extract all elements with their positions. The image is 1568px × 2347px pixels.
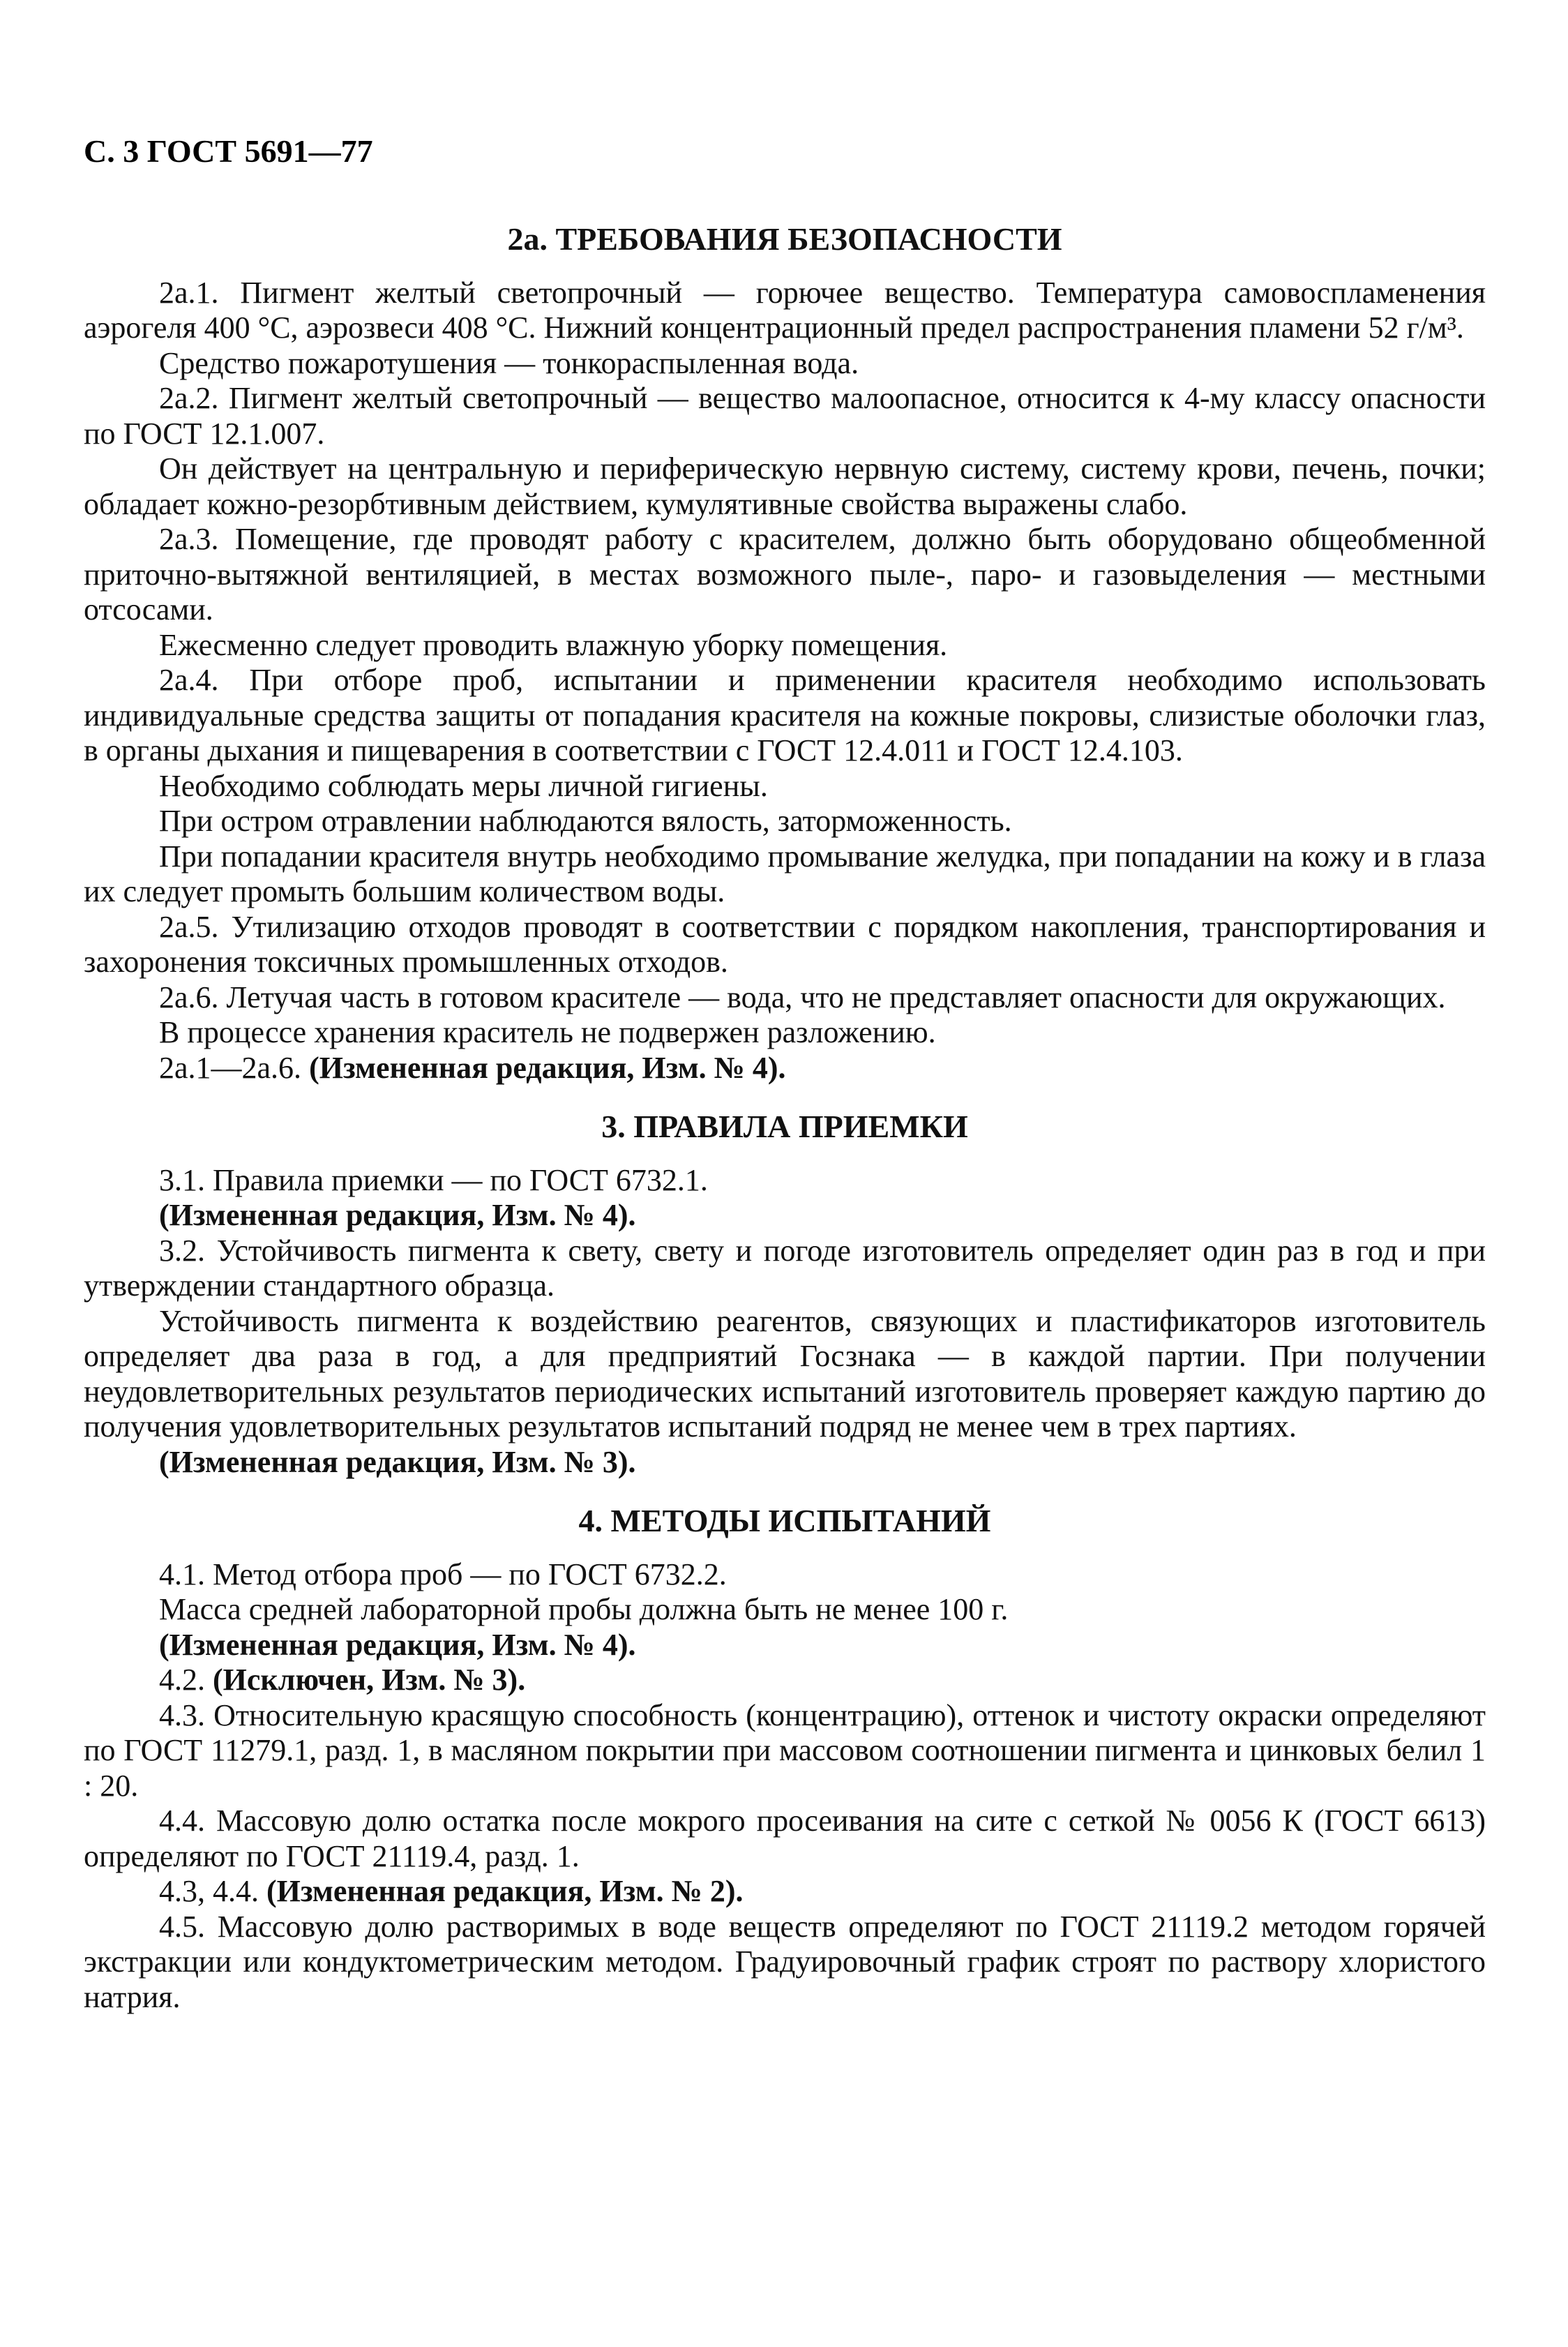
paragraph-4-2-prefix: 4.2. xyxy=(159,1663,213,1697)
paragraph-4-2-excluded: (Исключен, Изм. № 3). xyxy=(213,1663,526,1697)
amendment-label: (Измененная редакция, Изм. № 2). xyxy=(266,1874,744,1908)
paragraph-4-5: 4.5. Массовую долю растворимых в воде веществ определяют по ГОСТ 21119.2 методом горячей экстракции или кондуктометрическим методом. Градуировочный график строят по раствору хлористого натрия. xyxy=(84,1909,1486,2014)
page-header: С. 3 ГОСТ 5691—77 xyxy=(84,133,373,169)
paragraph-2a3: 2а.3. Помещение, где проводят работу с красителем, должно быть оборудовано общеобменной приточно-вытяжной вентиляцией, в местах возможного пыле-, паро- и газовыделения — местными отсосами. xyxy=(84,522,1486,627)
paragraph-cleaning: Ежесменно следует проводить влажную уборку помещения. xyxy=(159,627,948,662)
amendment-note-3-2: (Измененная редакция, Изм. № 3). xyxy=(159,1444,636,1479)
paragraph-effects: Он действует на центральную и периферическую нервную систему, систему крови, печень, почки; обладает кожно-резорбтивным действием, кумулятивные свойства выражены слабо. xyxy=(84,451,1486,521)
paragraph-2a4: 2а.4. При отборе проб, испытании и применении красителя необходимо использовать индивидуальные средства защиты от попадания красителя на кожные покровы, слизистые оболочки глаз, в органы дыхания и пищеварения в соответствии с ГОСТ 12.4.011 и ГОСТ 12.4.103. xyxy=(84,663,1486,767)
paragraph-2a6: 2а.6. Летучая часть в готовом красителе — вода, что не представляет опасности для окружающих. xyxy=(159,980,1446,1014)
paragraph-3-2-cont: Устойчивость пигмента к воздействию реагентов, связующих и пластификаторов изготовитель определяет два раза в год, а для предприятий Госзнака — в каждой партии. При получении неудовлетворительных результатов периодических испытаний изготовитель проверяет каждую партию до получения удовлетворительных результатов испытаний подряд не менее чем в трех партиях. xyxy=(84,1303,1486,1444)
amendment-note-4-3-4-4 xyxy=(84,1874,1486,1910)
paragraph-sample-mass: Масса средней лабораторной пробы должна быть не менее 100 г. xyxy=(159,1592,1009,1626)
paragraph-4-3: 4.3. Относительную красящую способность (концентрацию), оттенок и чистоту окраски определяют по ГОСТ 11279.1, разд. 1, в масляном покрытии при массовом соотношении пигмента и цинковых белил 1 : 20. xyxy=(84,1697,1486,1803)
amendment-prefix: 2а.1—2а.6. xyxy=(159,1050,310,1085)
paragraph-2a2: 2а.2. Пигмент желтый светопрочный — вещество малоопасное, относится к 4-му классу опасности по ГОСТ 12.1.007. xyxy=(84,381,1486,451)
paragraph-3-2: 3.2. Устойчивость пигмента к свету, свету и погоде изготовитель определяет один раз в год и при утверждении стандартного образца. xyxy=(84,1233,1486,1303)
paragraph-4-4: 4.4. Массовую долю остатка после мокрого просеивания на сите с сеткой № 0056 К (ГОСТ 6613) определяют по ГОСТ 21119.4, разд. 1. xyxy=(84,1804,1486,1873)
section-title-safety: 2а. ТРЕБОВАНИЯ БЕЗОПАСНОСТИ xyxy=(507,221,1062,257)
amendment-note-4-1: (Измененная редакция, Изм. № 4). xyxy=(159,1627,636,1662)
amendment-prefix: 4.3, 4.4. xyxy=(159,1874,266,1908)
paragraph-2a5: 2а.5. Утилизацию отходов проводят в соответствии с порядком накопления, транспортирования и захоронения токсичных промышленных отходов. xyxy=(84,909,1486,979)
amendment-note-2a xyxy=(84,1051,1486,1086)
section-title-acceptance: 3. ПРАВИЛА ПРИЕМКИ xyxy=(601,1109,968,1144)
paragraph-storage: В процессе хранения краситель не подвержен разложению. xyxy=(159,1015,936,1049)
document-body xyxy=(84,222,1486,2015)
paragraph-4-2 xyxy=(84,1663,1486,1698)
paragraph-2a1: 2а.1. Пигмент желтый светопрочный — горючее вещество. Температура самовоспламенения аэрогеля 400 °С, аэрозвеси 408 °С. Нижний концентрационный предел распространения пламени 52 г/м³. xyxy=(84,275,1486,345)
paragraph-poisoning: При остром отравлении наблюдаются вялость, заторможенность. xyxy=(159,804,1012,838)
paragraph-4-1: 4.1. Метод отбора проб — по ГОСТ 6732.2. xyxy=(159,1557,727,1591)
amendment-note-3-1: (Измененная редакция, Изм. № 4). xyxy=(159,1198,636,1232)
paragraph-3-1: 3.1. Правила приемки — по ГОСТ 6732.1. xyxy=(159,1162,708,1197)
paragraph-extinguishing: Средство пожаротушения — тонкораспыленная вода. xyxy=(159,345,859,380)
paragraph-hygiene: Необходимо соблюдать меры личной гигиены. xyxy=(159,768,768,803)
section-title-test-methods: 4. МЕТОДЫ ИСПЫТАНИЙ xyxy=(578,1503,991,1538)
paragraph-first-aid: При попадании красителя внутрь необходимо промывание желудка, при попадании на кожу и в глаза их следует промыть большим количеством воды. xyxy=(84,839,1486,908)
amendment-label: (Измененная редакция, Изм. № 4). xyxy=(309,1050,786,1085)
